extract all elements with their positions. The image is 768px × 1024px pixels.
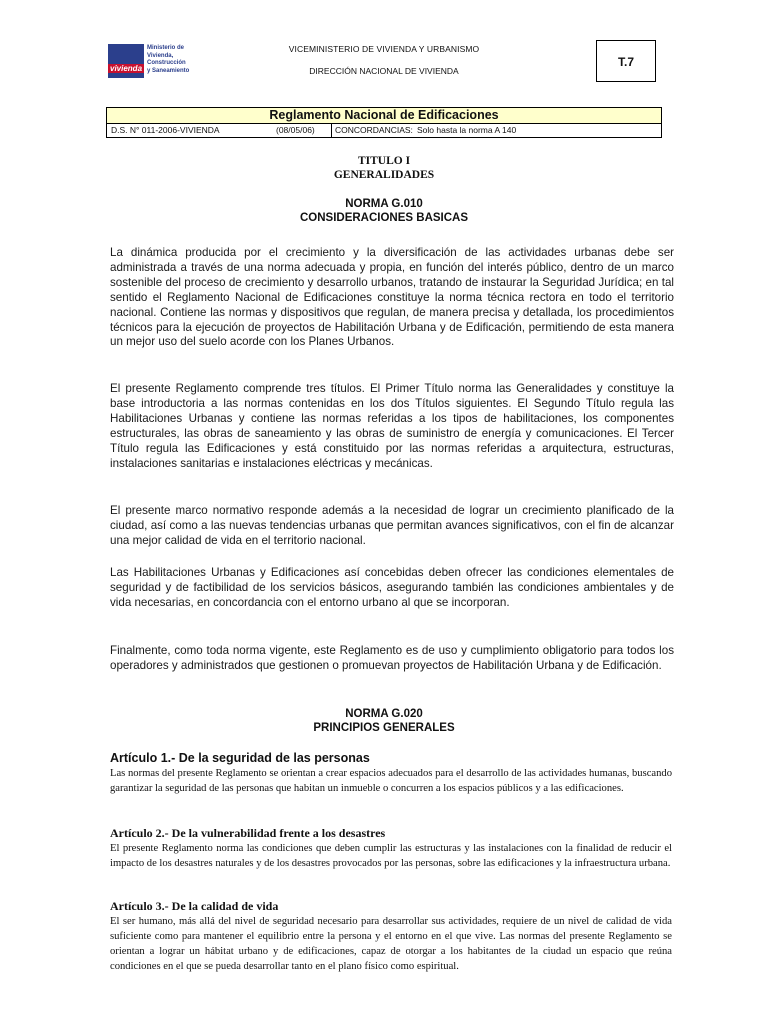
document-code-box: T.7 [596, 40, 656, 82]
paragraph: El presente marco normativo responde además a la necesidad de lograr un crecimiento planificado de la ciudad, así como a las nuevas tendencias urbanas que permitan avances significativos, con el fin de alcanzar una mejor calidad de vida en el territorio nacional. [110, 504, 674, 547]
decree-number: D.S. N° 011-2006-VIVIENDA [111, 125, 220, 135]
titulo-heading: TITULO I [357, 155, 411, 167]
article-title: Artículo 2.- De la vulnerabilidad frente a los desastres [110, 826, 386, 840]
article-title: Artículo 3.- De la calidad de vida [110, 899, 279, 913]
header-viceministry: VICEMINISTERIO DE VIVIENDA Y URBANISMO [288, 44, 480, 54]
article-title: Artículo 1.- De la seguridad de las personas [110, 751, 370, 765]
paragraph: La dinámica producida por el crecimiento y la diversificación de las actividades urbanas debe ser administrada a través de una norma adecuada y propia, en función del interés público, dentro de un marco sostenible del proceso de crecimiento y desarrollo urbanos, tratando de instaurar la Seguridad Jurídica; en tal sentido el Reglamento Nacional de Edificaciones constituye la norma técnica rectora en todo el territorio nacional. Contiene las normas y dispositivos que regulan, de manera precisa y detallada, los procedimientos técnicos para la ejecución de proyectos de Habilitación Urbana y de Edificación, permitiendo de esta manera un mejor uso del suelo acorde con los Planes Urbanos. [110, 246, 674, 349]
logo-text: Ministerio de Vivienda, Construcción y Saneamiento [147, 45, 190, 74]
norma-g020-subheading: PRINCIPIOS GENERALES [313, 722, 455, 734]
paragraph: Finalmente, como toda norma vigente, este Reglamento es de uso y cumplimiento obligatorio para todos los operadores y administrados que gestionen o promuevan proyectos de Habilitación Urbana y de Edificación. [110, 644, 674, 672]
logo-mark: vivienda [110, 64, 143, 73]
article-body: El presente Reglamento norma las condiciones que deben cumplir las estructuras y las instalaciones con la finalidad de reducir el impacto de los desastres naturales y de los desastres provocados por las personas, sobre las edificaciones y la infraestructura urbana. [110, 843, 672, 869]
decree-date: (08/05/06) [276, 125, 315, 135]
norma-g010-heading: NORMA G.010 [345, 198, 423, 210]
paragraph: Las Habilitaciones Urbanas y Edificaciones así concebidas deben ofrecer las condiciones elementales de seguridad y de factibilidad de los servicios básicos, asegurando también las condiciones ambientales y de vida necesarias, en concordancia con el entorno urbano al que se incorporan. [110, 566, 674, 609]
header-direction: DIRECCIÓN NACIONAL DE VIVIENDA [309, 66, 459, 76]
titulo-subheading: GENERALIDADES [333, 169, 435, 181]
concordancias-value: Solo hasta la norma A 140 [417, 125, 517, 135]
concordancias-label: CONCORDANCIAS: [335, 125, 413, 135]
article-body: El ser humano, más allá del nivel de seguridad necesario para desarrollar sus actividades, requiere de un nivel de calidad de vida suficiente como para mantener el equilibrio entre la persona y el entorno en el que vive. Las normas del presente Reglamento se orientan a lograr un hábitat urbano y de edificaciones, capaz de otorgar a los habitantes de la ciudad un espacio que reúna condiciones en el que se pueda desarrollar tanto en el plano físico como espiritual. [110, 916, 672, 972]
regulation-title: Reglamento Nacional de Edificaciones [106, 107, 662, 124]
norma-g010-subheading: CONSIDERACIONES BASICAS [299, 212, 469, 224]
norma-g020-heading: NORMA G.020 [345, 708, 423, 720]
article-body: Las normas del presente Reglamento se orientan a crear espacios adecuados para el desarrollo de las actividades humanas, buscando garantizar la seguridad de las personas que habitan un inmueble o concurren a los espacios públicos y a las edificaciones. [110, 768, 672, 794]
regulation-info-row [106, 124, 662, 138]
paragraph: El presente Reglamento comprende tres títulos. El Primer Título norma las Generalidades y constituye la base introductoria a las normas contenidas en los dos Títulos siguientes. El Segundo Título regula las Habilitaciones Urbanas y contiene las normas referidas a los tipos de habilitaciones, los componentes estructurales, las obras de saneamiento y las obras de suministro de energía y comunicaciones. El Tercer Título regula las Edificaciones y está constituido por las normas referidas a arquitectura, estructuras, instalaciones sanitarias e instalaciones eléctricas y mecánicas. [110, 382, 674, 470]
